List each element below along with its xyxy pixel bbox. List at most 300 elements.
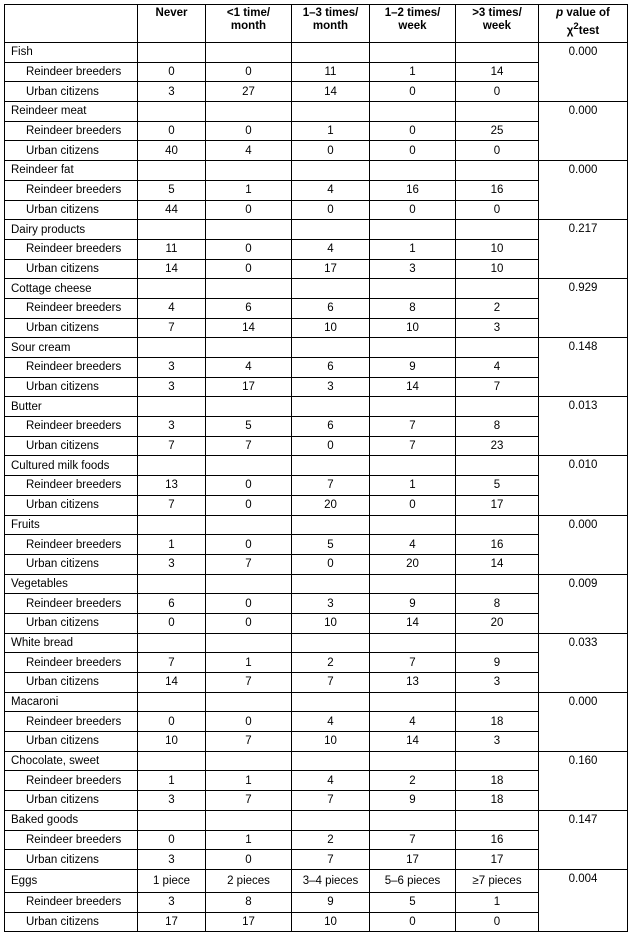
cell-never: 3: [138, 358, 206, 378]
empty-cell: [456, 161, 539, 181]
empty-cell: [370, 102, 456, 122]
cell-1-3-month: 4: [292, 712, 370, 732]
p-value-cell: 0.010: [539, 456, 628, 515]
category-name: Eggs: [5, 869, 138, 892]
group-label: Urban citizens: [5, 912, 138, 932]
empty-cell: [370, 692, 456, 712]
cell-1-3-month: 20: [292, 495, 370, 515]
category-row: [5, 161, 628, 181]
group-label: Urban citizens: [5, 141, 138, 161]
empty-cell: [456, 279, 539, 299]
cell-never: 1: [138, 535, 206, 555]
cell-more-than-3-week: 4: [456, 358, 539, 378]
cell-never: 14: [138, 259, 206, 279]
table-row: [5, 298, 628, 318]
empty-cell: [370, 43, 456, 63]
cell-more-than-3-week: 14: [456, 62, 539, 82]
category-name: Fruits: [5, 515, 138, 535]
group-label: Urban citizens: [5, 495, 138, 515]
p-value-cell: 0.000: [539, 692, 628, 751]
table-row: [5, 771, 628, 791]
table-row: [5, 791, 628, 811]
cell-1-2-week: 0: [370, 141, 456, 161]
empty-cell: [138, 220, 206, 240]
group-label: Urban citizens: [5, 673, 138, 693]
cell-1-3-month: 7: [292, 791, 370, 811]
category-row: [5, 102, 628, 122]
cell-1-2-week: 0: [370, 200, 456, 220]
empty-cell: [292, 43, 370, 63]
p-value-cell: 0.000: [539, 43, 628, 102]
category-name: Cultured milk foods: [5, 456, 138, 476]
cell-more-than-3-week: 23: [456, 436, 539, 456]
category-name: Dairy products: [5, 220, 138, 240]
eggs-subheader: 2 pieces: [206, 869, 292, 892]
cell-1-3-month: 2: [292, 653, 370, 673]
cell-never: 0: [138, 613, 206, 633]
cell-1-3-month: 1: [292, 121, 370, 141]
eggs-subheader: 5–6 pieces: [370, 869, 456, 892]
cell-more-than-3-week: 5: [456, 476, 539, 496]
group-label: Reindeer breeders: [5, 653, 138, 673]
empty-cell: [456, 810, 539, 830]
cell-1-2-week: 2: [370, 771, 456, 791]
cell-1-2-week: 17: [370, 850, 456, 870]
cell-never: 14: [138, 673, 206, 693]
table-row: [5, 850, 628, 870]
cell-less-than-1-month: 27: [206, 82, 292, 102]
empty-cell: [206, 397, 292, 417]
empty-cell: [292, 633, 370, 653]
cell-never: 7: [138, 653, 206, 673]
p-value-cell: 0.147: [539, 810, 628, 869]
header-row: [5, 5, 628, 43]
group-label: Urban citizens: [5, 259, 138, 279]
empty-cell: [206, 574, 292, 594]
p-value-cell: 0.013: [539, 397, 628, 456]
cell-1-2-week: 9: [370, 791, 456, 811]
cell-1-2-week: 0: [370, 121, 456, 141]
group-label: Reindeer breeders: [5, 892, 138, 912]
category-row: [5, 633, 628, 653]
category-name: Cottage cheese: [5, 279, 138, 299]
cell-1-2-week: 0: [370, 495, 456, 515]
cell-more-than-3-week: 3: [456, 732, 539, 752]
p-value-cell: 0.000: [539, 515, 628, 574]
cell-more-than-3-week: 10: [456, 259, 539, 279]
cell-more-than-3-week: 20: [456, 613, 539, 633]
cell-less-than-1-month: 0: [206, 62, 292, 82]
cell-never: 3: [138, 850, 206, 870]
group-label: Reindeer breeders: [5, 771, 138, 791]
cell-more-than-3-week: 18: [456, 771, 539, 791]
empty-cell: [292, 220, 370, 240]
p-value-cell: 0.929: [539, 279, 628, 338]
cell-1-2-week: 10: [370, 318, 456, 338]
cell-1-3-month: 7: [292, 476, 370, 496]
empty-cell: [206, 456, 292, 476]
cell-never: 3: [138, 377, 206, 397]
cell-never: 3: [138, 791, 206, 811]
category-row-eggs: [5, 869, 628, 892]
eggs-subheader: ≥7 pieces: [456, 869, 539, 892]
empty-cell: [292, 692, 370, 712]
cell-1-3-month: 11: [292, 62, 370, 82]
cell-1-2-week: 9: [370, 358, 456, 378]
empty-cell: [456, 456, 539, 476]
cell-1-3-month: 6: [292, 358, 370, 378]
cell-eggs-1: 8: [206, 892, 292, 912]
cell-1-2-week: 4: [370, 535, 456, 555]
cell-1-3-month: 10: [292, 732, 370, 752]
empty-cell: [138, 43, 206, 63]
cell-1-3-month: 0: [292, 141, 370, 161]
empty-cell: [456, 633, 539, 653]
empty-cell: [370, 751, 456, 771]
cell-more-than-3-week: 0: [456, 141, 539, 161]
empty-cell: [292, 751, 370, 771]
empty-cell: [138, 102, 206, 122]
cell-less-than-1-month: 1: [206, 653, 292, 673]
cell-less-than-1-month: 0: [206, 535, 292, 555]
table-row: [5, 141, 628, 161]
cell-1-2-week: 1: [370, 476, 456, 496]
cell-never: 7: [138, 436, 206, 456]
header-less-than-1-month: <1 time/ month: [206, 5, 292, 43]
cell-1-2-week: 7: [370, 830, 456, 850]
table-row: [5, 121, 628, 141]
cell-more-than-3-week: 0: [456, 82, 539, 102]
table-row: [5, 594, 628, 614]
cell-less-than-1-month: 4: [206, 141, 292, 161]
cell-1-3-month: 5: [292, 535, 370, 555]
cell-never: 0: [138, 62, 206, 82]
cell-less-than-1-month: 7: [206, 554, 292, 574]
empty-cell: [292, 515, 370, 535]
group-label: Urban citizens: [5, 318, 138, 338]
cell-more-than-3-week: 7: [456, 377, 539, 397]
empty-cell: [138, 279, 206, 299]
cell-less-than-1-month: 7: [206, 732, 292, 752]
cell-less-than-1-month: 0: [206, 613, 292, 633]
empty-cell: [370, 397, 456, 417]
table-row: [5, 830, 628, 850]
table-row: [5, 892, 628, 912]
cell-more-than-3-week: 16: [456, 535, 539, 555]
empty-cell: [292, 161, 370, 181]
cell-1-3-month: 3: [292, 594, 370, 614]
header-never: Never: [138, 5, 206, 43]
table-row: [5, 436, 628, 456]
cell-eggs-2: 10: [292, 912, 370, 932]
cell-1-2-week: 14: [370, 613, 456, 633]
empty-cell: [138, 810, 206, 830]
empty-cell: [292, 102, 370, 122]
table-row: [5, 653, 628, 673]
cell-1-3-month: 4: [292, 180, 370, 200]
cell-more-than-3-week: 3: [456, 673, 539, 693]
group-label: Urban citizens: [5, 732, 138, 752]
empty-cell: [292, 397, 370, 417]
food-frequency-table: [4, 4, 628, 932]
cell-never: 7: [138, 495, 206, 515]
cell-less-than-1-month: 0: [206, 121, 292, 141]
empty-cell: [138, 574, 206, 594]
empty-cell: [138, 397, 206, 417]
cell-1-2-week: 4: [370, 712, 456, 732]
category-row: [5, 810, 628, 830]
empty-cell: [456, 43, 539, 63]
table-row: [5, 417, 628, 437]
category-name: Reindeer fat: [5, 161, 138, 181]
empty-cell: [370, 810, 456, 830]
table-row: [5, 495, 628, 515]
p-value-cell: 0.000: [539, 161, 628, 220]
cell-less-than-1-month: 0: [206, 200, 292, 220]
cell-1-2-week: 14: [370, 732, 456, 752]
empty-cell: [370, 633, 456, 653]
category-name: Vegetables: [5, 574, 138, 594]
group-label: Reindeer breeders: [5, 358, 138, 378]
category-name: Chocolate, sweet: [5, 751, 138, 771]
category-name: White bread: [5, 633, 138, 653]
cell-eggs-4: 1: [456, 892, 539, 912]
cell-1-3-month: 4: [292, 771, 370, 791]
category-row: [5, 515, 628, 535]
table-row: [5, 554, 628, 574]
cell-more-than-3-week: 8: [456, 417, 539, 437]
empty-cell: [138, 515, 206, 535]
cell-never: 11: [138, 239, 206, 259]
empty-cell: [456, 692, 539, 712]
group-label: Urban citizens: [5, 200, 138, 220]
cell-less-than-1-month: 4: [206, 358, 292, 378]
cell-more-than-3-week: 18: [456, 791, 539, 811]
empty-cell: [138, 751, 206, 771]
cell-1-2-week: 3: [370, 259, 456, 279]
cell-1-2-week: 16: [370, 180, 456, 200]
table-row: [5, 476, 628, 496]
p-value-cell: 0.148: [539, 338, 628, 397]
table-row: [5, 62, 628, 82]
header-more-than-3-week: >3 times/ week: [456, 5, 539, 43]
group-label: Reindeer breeders: [5, 535, 138, 555]
cell-more-than-3-week: 25: [456, 121, 539, 141]
cell-less-than-1-month: 0: [206, 259, 292, 279]
table-row: [5, 912, 628, 932]
cell-1-3-month: 0: [292, 200, 370, 220]
cell-less-than-1-month: 1: [206, 180, 292, 200]
empty-cell: [456, 397, 539, 417]
group-label: Urban citizens: [5, 436, 138, 456]
cell-1-3-month: 0: [292, 554, 370, 574]
cell-1-3-month: 10: [292, 613, 370, 633]
group-label: Urban citizens: [5, 377, 138, 397]
empty-cell: [138, 338, 206, 358]
eggs-subheader: 1 piece: [138, 869, 206, 892]
p-value-cell: 0.217: [539, 220, 628, 279]
empty-cell: [370, 161, 456, 181]
cell-never: 1: [138, 771, 206, 791]
empty-cell: [206, 338, 292, 358]
empty-cell: [292, 456, 370, 476]
empty-cell: [456, 515, 539, 535]
empty-cell: [456, 751, 539, 771]
category-name: Sour cream: [5, 338, 138, 358]
group-label: Urban citizens: [5, 791, 138, 811]
group-label: Reindeer breeders: [5, 417, 138, 437]
cell-more-than-3-week: 18: [456, 712, 539, 732]
cell-less-than-1-month: 6: [206, 298, 292, 318]
table-row: [5, 673, 628, 693]
table-row: [5, 613, 628, 633]
cell-1-3-month: 0: [292, 436, 370, 456]
header-blank: [5, 5, 138, 43]
group-label: Reindeer breeders: [5, 476, 138, 496]
empty-cell: [138, 692, 206, 712]
empty-cell: [138, 633, 206, 653]
category-row: [5, 574, 628, 594]
cell-1-2-week: 0: [370, 82, 456, 102]
category-name: Macaroni: [5, 692, 138, 712]
group-label: Reindeer breeders: [5, 180, 138, 200]
group-label: Reindeer breeders: [5, 298, 138, 318]
cell-never: 0: [138, 830, 206, 850]
cell-1-2-week: 7: [370, 417, 456, 437]
cell-1-2-week: 1: [370, 239, 456, 259]
cell-never: 0: [138, 121, 206, 141]
cell-eggs-1: 17: [206, 912, 292, 932]
table-row: [5, 712, 628, 732]
cell-more-than-3-week: 16: [456, 830, 539, 850]
cell-eggs-0: 17: [138, 912, 206, 932]
empty-cell: [138, 161, 206, 181]
empty-cell: [292, 338, 370, 358]
cell-more-than-3-week: 14: [456, 554, 539, 574]
cell-never: 3: [138, 554, 206, 574]
empty-cell: [456, 338, 539, 358]
cell-never: 3: [138, 82, 206, 102]
cell-never: 10: [138, 732, 206, 752]
cell-eggs-0: 3: [138, 892, 206, 912]
p-value-cell: 0.160: [539, 751, 628, 810]
cell-never: 6: [138, 594, 206, 614]
group-label: Urban citizens: [5, 850, 138, 870]
category-name: Fish: [5, 43, 138, 63]
cell-never: 3: [138, 417, 206, 437]
empty-cell: [456, 102, 539, 122]
cell-eggs-3: 5: [370, 892, 456, 912]
cell-less-than-1-month: 7: [206, 791, 292, 811]
cell-less-than-1-month: 0: [206, 239, 292, 259]
empty-cell: [370, 574, 456, 594]
empty-cell: [206, 161, 292, 181]
empty-cell: [206, 515, 292, 535]
cell-eggs-3: 0: [370, 912, 456, 932]
cell-less-than-1-month: 0: [206, 594, 292, 614]
cell-more-than-3-week: 8: [456, 594, 539, 614]
table-row: [5, 259, 628, 279]
table-row: [5, 377, 628, 397]
cell-less-than-1-month: 0: [206, 850, 292, 870]
cell-never: 0: [138, 712, 206, 732]
cell-more-than-3-week: 9: [456, 653, 539, 673]
empty-cell: [370, 220, 456, 240]
empty-cell: [456, 220, 539, 240]
group-label: Reindeer breeders: [5, 62, 138, 82]
cell-1-2-week: 14: [370, 377, 456, 397]
cell-more-than-3-week: 2: [456, 298, 539, 318]
empty-cell: [206, 43, 292, 63]
cell-less-than-1-month: 0: [206, 476, 292, 496]
cell-1-2-week: 20: [370, 554, 456, 574]
cell-less-than-1-month: 17: [206, 377, 292, 397]
group-label: Reindeer breeders: [5, 712, 138, 732]
cell-less-than-1-month: 14: [206, 318, 292, 338]
header-p-value: p value of $\chi^2test$: [539, 5, 628, 43]
cell-1-2-week: 9: [370, 594, 456, 614]
cell-more-than-3-week: 17: [456, 495, 539, 515]
cell-never: 7: [138, 318, 206, 338]
empty-cell: [206, 279, 292, 299]
group-label: Reindeer breeders: [5, 239, 138, 259]
p-value-cell: 0.033: [539, 633, 628, 692]
eggs-subheader: 3–4 pieces: [292, 869, 370, 892]
header-1-3-month: 1–3 times/ month: [292, 5, 370, 43]
cell-less-than-1-month: 1: [206, 771, 292, 791]
cell-1-3-month: 7: [292, 850, 370, 870]
category-row: [5, 456, 628, 476]
cell-eggs-2: 9: [292, 892, 370, 912]
cell-more-than-3-week: 16: [456, 180, 539, 200]
table-row: [5, 358, 628, 378]
cell-1-3-month: 2: [292, 830, 370, 850]
empty-cell: [292, 810, 370, 830]
empty-cell: [370, 279, 456, 299]
cell-less-than-1-month: 7: [206, 436, 292, 456]
table-row: [5, 239, 628, 259]
category-row: [5, 279, 628, 299]
group-label: Urban citizens: [5, 613, 138, 633]
category-name: Butter: [5, 397, 138, 417]
cell-1-3-month: 3: [292, 377, 370, 397]
empty-cell: [206, 102, 292, 122]
cell-1-2-week: 1: [370, 62, 456, 82]
cell-more-than-3-week: 3: [456, 318, 539, 338]
table-row: [5, 535, 628, 555]
cell-1-2-week: 7: [370, 436, 456, 456]
cell-less-than-1-month: 5: [206, 417, 292, 437]
cell-1-2-week: 13: [370, 673, 456, 693]
empty-cell: [370, 515, 456, 535]
cell-less-than-1-month: 0: [206, 712, 292, 732]
cell-never: 5: [138, 180, 206, 200]
cell-1-3-month: 10: [292, 318, 370, 338]
group-label: Urban citizens: [5, 82, 138, 102]
group-label: Reindeer breeders: [5, 830, 138, 850]
empty-cell: [292, 279, 370, 299]
table-row: [5, 732, 628, 752]
table-row: [5, 200, 628, 220]
cell-eggs-4: 0: [456, 912, 539, 932]
table-row: [5, 318, 628, 338]
empty-cell: [206, 220, 292, 240]
category-row: [5, 338, 628, 358]
empty-cell: [206, 751, 292, 771]
header-1-2-week: 1–2 times/ week: [370, 5, 456, 43]
cell-1-3-month: 4: [292, 239, 370, 259]
cell-never: 40: [138, 141, 206, 161]
